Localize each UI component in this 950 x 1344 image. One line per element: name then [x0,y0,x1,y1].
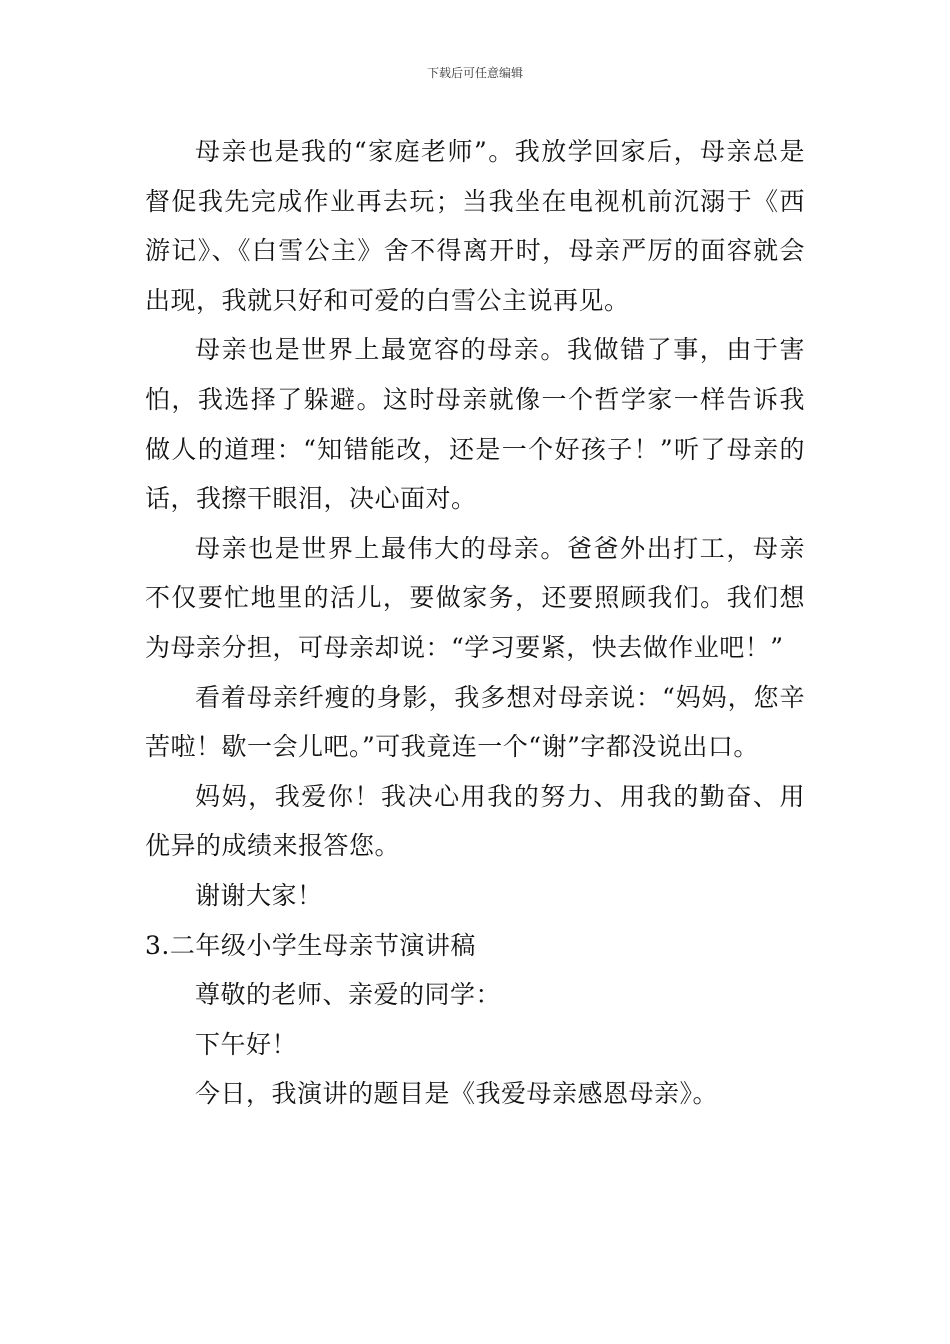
paragraph-speech-topic: 今日，我演讲的题目是《我爱母亲感恩母亲》。 [195,1079,719,1109]
paragraph-thanks: 谢谢大家！ [195,880,323,910]
paragraph-i-love-you: 妈妈，我爱你！我决心用我的努力、用我的勤奋、用优异的成绩来报答您。 [145,781,805,861]
paragraph-greeting-audience: 尊敬的老师、亲爱的同学： [195,980,502,1010]
paragraph-good-afternoon: 下午好！ [195,1029,298,1059]
paragraph-thin-figure: 看着母亲纤瘦的身影，我多想对母亲说：“妈妈，您辛苦啦！歇一会儿吧。”可我竟连一个“谢”字都没说出口。 [145,682,805,762]
paragraph-family-teacher: 母亲也是我的“家庭老师”。我放学回家后，母亲总是督促我先完成作业再去玩；当我坐在电视机前沉溺于《西游记》、《白雪公主》舍不得离开时，母亲严厉的面容就会出现，我就只好和可爱的白雪公主说再见。 [145,137,805,315]
document-body [145,127,805,1119]
paragraph-tolerant-mother: 母亲也是世界上最宽容的母亲。我做错了事，由于害怕，我选择了躲避。这时母亲就像一个哲学家一样告诉我做人的道理：“知错能改，还是一个好孩子！”听了母亲的话，我擦干眼泪，决心面对。 [145,335,805,514]
paragraph-great-mother: 母亲也是世界上最伟大的母亲。爸爸外出打工，母亲不仅要忙地里的活儿，要做家务，还要照顾我们。我们想为母亲分担，可母亲却说：“学习要紧，快去做作业吧！” [145,533,805,662]
page-header: 下载后可任意编辑 [426,66,523,80]
section-heading: 3.二年级小学生母亲节演讲稿 [145,930,476,960]
